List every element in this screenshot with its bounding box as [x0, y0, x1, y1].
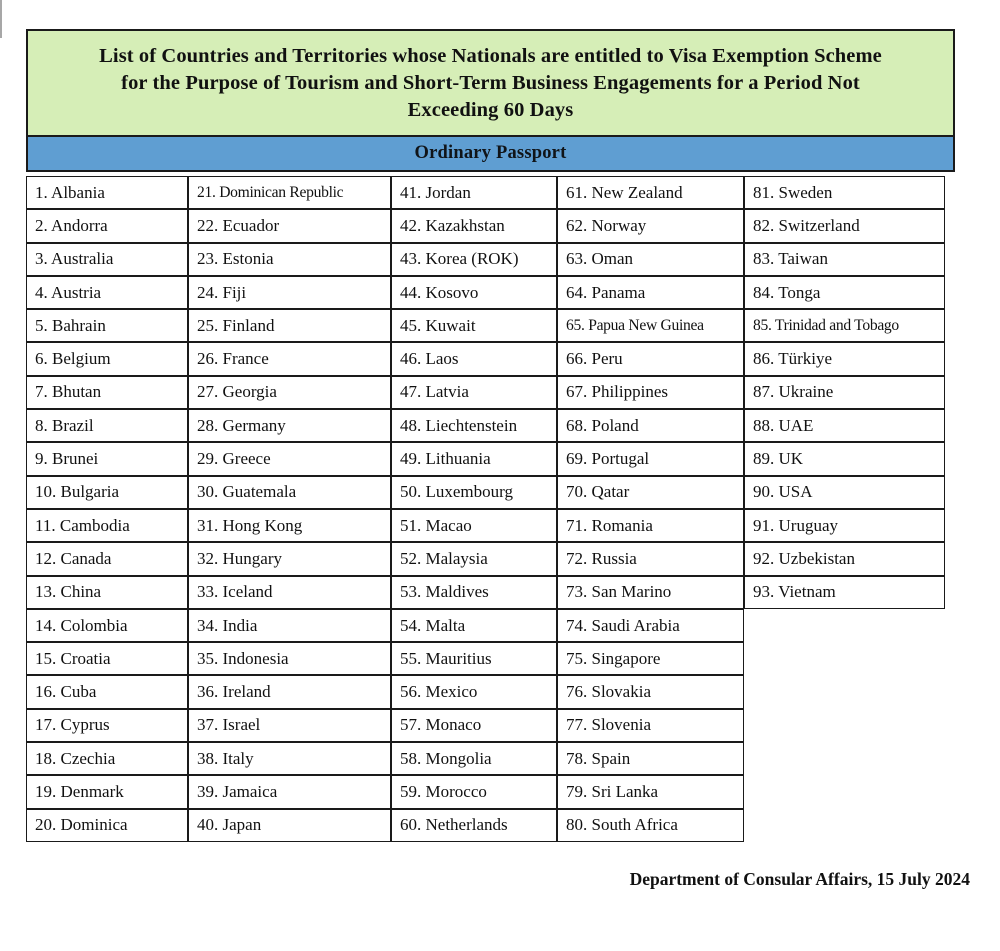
country-cell: 74. Saudi Arabia	[557, 609, 744, 642]
country-cell: 51. Macao	[391, 509, 557, 542]
country-table	[26, 176, 945, 842]
country-cell: 90. USA	[744, 476, 945, 509]
country-cell: 30. Guatemala	[188, 476, 391, 509]
country-cell: 49. Lithuania	[391, 442, 557, 475]
country-cell: 3. Australia	[26, 243, 188, 276]
country-cell: 66. Peru	[557, 342, 744, 375]
country-cell: 19. Denmark	[26, 775, 188, 808]
country-cell: 28. Germany	[188, 409, 391, 442]
country-cell: 71. Romania	[557, 509, 744, 542]
country-cell: 20. Dominica	[26, 809, 188, 842]
country-cell: 10. Bulgaria	[26, 476, 188, 509]
country-cell: 13. China	[26, 576, 188, 609]
document-title-line-3: Exceeding 60 Days	[407, 99, 574, 121]
country-cell: 87. Ukraine	[744, 376, 945, 409]
country-cell: 68. Poland	[557, 409, 744, 442]
country-cell: 93. Vietnam	[744, 576, 945, 609]
country-cell: 25. Finland	[188, 309, 391, 342]
country-cell: 29. Greece	[188, 442, 391, 475]
country-cell: 24. Fiji	[188, 276, 391, 309]
document-title-box	[26, 29, 955, 137]
country-cell: 27. Georgia	[188, 376, 391, 409]
country-cell: 62. Norway	[557, 209, 744, 242]
country-cell: 33. Iceland	[188, 576, 391, 609]
visa-exemption-document	[26, 29, 955, 842]
country-cell: 86. Türkiye	[744, 342, 945, 375]
country-cell: 57. Monaco	[391, 709, 557, 742]
country-cell: 41. Jordan	[391, 176, 557, 209]
country-cell: 38. Italy	[188, 742, 391, 775]
country-cell: 79. Sri Lanka	[557, 775, 744, 808]
country-cell: 47. Latvia	[391, 376, 557, 409]
document-title-line-2: for the Purpose of Tourism and Short-Term Business Engagements for a Period Not	[121, 72, 860, 94]
country-cell: 53. Maldives	[391, 576, 557, 609]
country-cell: 50. Luxembourg	[391, 476, 557, 509]
country-cell: 16. Cuba	[26, 675, 188, 708]
country-cell: 48. Liechtenstein	[391, 409, 557, 442]
country-cell: 67. Philippines	[557, 376, 744, 409]
country-cell: 64. Panama	[557, 276, 744, 309]
country-cell: 92. Uzbekistan	[744, 542, 945, 575]
country-cell: 4. Austria	[26, 276, 188, 309]
country-cell: 63. Oman	[557, 243, 744, 276]
country-cell: 85. Trinidad and Tobago	[744, 309, 945, 342]
country-cell: 43. Korea (ROK)	[391, 243, 557, 276]
ordinary-passport-label: Ordinary Passport	[414, 143, 567, 163]
country-cell: 65. Papua New Guinea	[557, 309, 744, 342]
country-cell: 11. Cambodia	[26, 509, 188, 542]
country-cell: 84. Tonga	[744, 276, 945, 309]
country-cell: 91. Uruguay	[744, 509, 945, 542]
country-cell: 18. Czechia	[26, 742, 188, 775]
country-cell: 82. Switzerland	[744, 209, 945, 242]
country-cell: 22. Ecuador	[188, 209, 391, 242]
country-cell: 2. Andorra	[26, 209, 188, 242]
country-cell: 52. Malaysia	[391, 542, 557, 575]
country-cell: 5. Bahrain	[26, 309, 188, 342]
country-cell: 35. Indonesia	[188, 642, 391, 675]
country-cell: 80. South Africa	[557, 809, 744, 842]
country-cell: 42. Kazakhstan	[391, 209, 557, 242]
country-cell: 21. Dominican Republic	[188, 176, 391, 209]
country-cell: 88. UAE	[744, 409, 945, 442]
country-cell: 31. Hong Kong	[188, 509, 391, 542]
country-cell: 56. Mexico	[391, 675, 557, 708]
country-cell: 9. Brunei	[26, 442, 188, 475]
country-cell: 39. Jamaica	[188, 775, 391, 808]
country-cell: 59. Morocco	[391, 775, 557, 808]
country-cell: 46. Laos	[391, 342, 557, 375]
country-cell: 45. Kuwait	[391, 309, 557, 342]
country-cell: 81. Sweden	[744, 176, 945, 209]
country-cell: 8. Brazil	[26, 409, 188, 442]
country-cell: 72. Russia	[557, 542, 744, 575]
country-cell: 32. Hungary	[188, 542, 391, 575]
country-cell: 6. Belgium	[26, 342, 188, 375]
country-cell: 73. San Marino	[557, 576, 744, 609]
country-cell: 15. Croatia	[26, 642, 188, 675]
country-cell: 83. Taiwan	[744, 243, 945, 276]
ordinary-passport-header	[26, 135, 955, 172]
country-cell: 78. Spain	[557, 742, 744, 775]
country-cell: 89. UK	[744, 442, 945, 475]
country-cell: 12. Canada	[26, 542, 188, 575]
country-cell: 17. Cyprus	[26, 709, 188, 742]
country-cell: 55. Mauritius	[391, 642, 557, 675]
country-cell: 34. India	[188, 609, 391, 642]
country-cell: 7. Bhutan	[26, 376, 188, 409]
country-cell: 58. Mongolia	[391, 742, 557, 775]
country-cell: 69. Portugal	[557, 442, 744, 475]
country-cell: 75. Singapore	[557, 642, 744, 675]
country-cell: 23. Estonia	[188, 243, 391, 276]
country-cell: 26. France	[188, 342, 391, 375]
document-title-line-1: List of Countries and Territories whose Nationals are entitled to Visa Exemption Scheme	[99, 45, 882, 67]
country-cell: 77. Slovenia	[557, 709, 744, 742]
scan-edge-artifact	[0, 0, 2, 38]
country-cell: 61. New Zealand	[557, 176, 744, 209]
country-cell: 70. Qatar	[557, 476, 744, 509]
country-cell: 14. Colombia	[26, 609, 188, 642]
country-cell: 60. Netherlands	[391, 809, 557, 842]
country-cell: 1. Albania	[26, 176, 188, 209]
country-cell: 40. Japan	[188, 809, 391, 842]
country-cell: 37. Israel	[188, 709, 391, 742]
country-cell: 76. Slovakia	[557, 675, 744, 708]
country-cell: 44. Kosovo	[391, 276, 557, 309]
country-cell: 36. Ireland	[188, 675, 391, 708]
country-cell: 54. Malta	[391, 609, 557, 642]
footer-attribution: Department of Consular Affairs, 15 July 2024	[629, 869, 970, 889]
